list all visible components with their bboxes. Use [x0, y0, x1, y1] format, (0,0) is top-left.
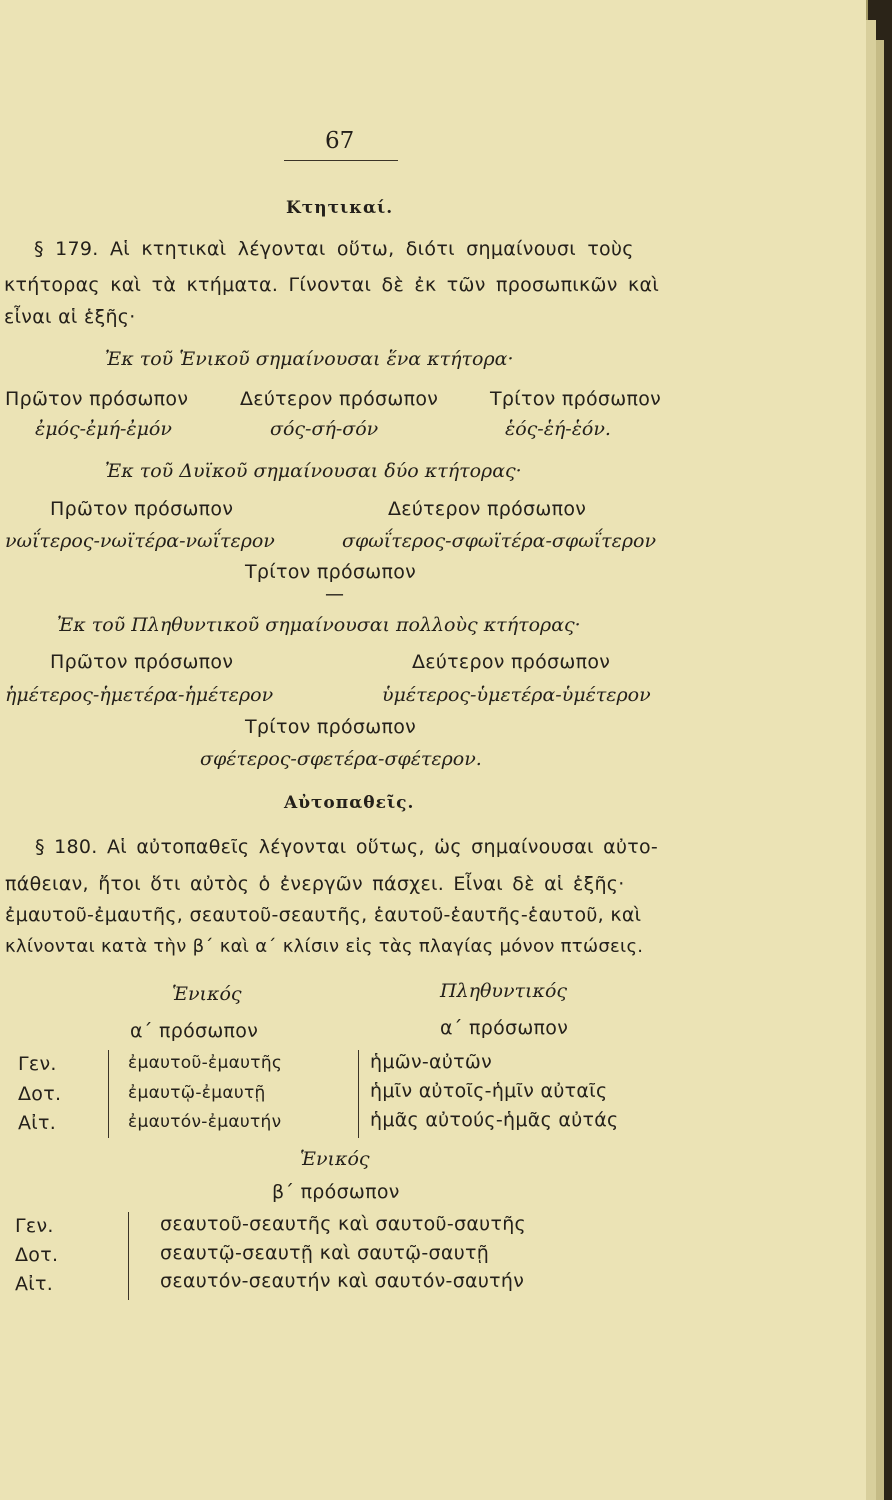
plural-form-3: σφέτερος-σφετέρα-σφέτερον.: [200, 748, 482, 770]
singular-form-3: ἑός-ἑή-ἑόν.: [505, 418, 611, 440]
table2-case-gen: Γεν.: [15, 1215, 54, 1237]
table2-form-dat: σεαυτῷ-σεαυτῇ καὶ σαυτῷ-σαυτῇ: [160, 1242, 490, 1264]
paragraph-179-line-1: § 179. Αἱ κτητικαὶ λέγονται οὕτω, διότι σημαίνουσι τοὺς: [34, 238, 634, 260]
page-edge-back: [876, 40, 884, 1500]
singular-person-2: Δεύτερον πρόσωπον: [240, 388, 439, 410]
dual-heading: Ἐκ τοῦ Δυϊκοῦ σημαίνουσαι δύο κτήτορας·: [105, 460, 522, 482]
table1-plural-acc: ἡμᾶς αὐτούς-ἡμᾶς αὐτάς: [370, 1109, 619, 1131]
table2-case-acc: Αἰτ.: [15, 1273, 54, 1295]
singular-form-1: ἐμός-ἐμή-ἐμόν: [35, 418, 172, 440]
table2-form-acc: σεαυτόν-σεαυτήν καὶ σαυτόν-σαυτήν: [160, 1270, 525, 1292]
header-rule: [284, 160, 398, 161]
singular-person-1: Πρῶτον πρόσωπον: [5, 388, 189, 410]
dual-form-3-dash: —: [325, 583, 345, 605]
singular-person-3: Τρίτον πρόσωπον: [490, 388, 662, 410]
dual-person-3: Τρίτον πρόσωπον: [245, 561, 417, 583]
table1-singular-acc: ἐμαυτόν-ἐμαυτήν: [128, 1112, 282, 1132]
paragraph-180-line-2: πάθειαν, ἤτοι ὅτι αὐτὸς ὁ ἐνεργῶν πάσχει. Εἶναι δὲ αἱ ἑξῆς·: [5, 873, 625, 895]
paragraph-180-line-1: § 180. Αἱ αὐτοπαθεῖς λέγονται οὕτως, ὡς σημαίνουσαι αὐτο-: [35, 836, 659, 858]
table1-plural-heading: Πληθυντικός: [440, 980, 568, 1002]
table1-plural-person: α΄ πρόσωπον: [440, 1017, 569, 1039]
table2-case-dat: Δοτ.: [15, 1244, 59, 1266]
paragraph-180-line-4: κλίνονται κατὰ τὴν β΄ καὶ α΄ κλίσιν εἰς τὰς πλαγίας μόνον πτώσεις.: [5, 936, 644, 957]
table1-plural-dat: ἡμῖν αὐτοῖς-ἡμῖν αὐταῖς: [370, 1080, 608, 1102]
page-edge-shadow: [866, 20, 876, 1500]
table2-heading: Ἑνικός: [300, 1148, 370, 1170]
table2-person: β΄ πρόσωπον: [272, 1181, 400, 1203]
table1-case-dat: Δοτ.: [18, 1083, 62, 1105]
page-number: 67: [325, 128, 355, 154]
table1-case-gen: Γεν.: [18, 1053, 57, 1075]
table1-divider-middle: [358, 1050, 359, 1138]
dual-person-2: Δεύτερον πρόσωπον: [388, 498, 587, 520]
table1-divider-left: [108, 1050, 109, 1138]
dual-form-1: νωΐτερος-νωϊτέρα-νωΐτερον: [5, 530, 275, 552]
plural-person-1: Πρῶτον πρόσωπον: [50, 651, 234, 673]
section-title-possessive: Κτητικαί.: [286, 198, 394, 218]
plural-form-1: ἡμέτερος-ἡμετέρα-ἡμέτερον: [5, 684, 274, 706]
dual-person-1: Πρῶτον πρόσωπον: [50, 498, 234, 520]
table1-singular-heading: Ἑνικός: [172, 983, 242, 1005]
table1-singular-gen: ἐμαυτοῦ-ἐμαυτῆς: [128, 1053, 283, 1073]
table1-case-acc: Αἰτ.: [18, 1112, 57, 1134]
singular-heading: Ἐκ τοῦ Ἑνικοῦ σημαίνουσαι ἕνα κτήτορα·: [105, 348, 514, 370]
table2-form-gen: σεαυτοῦ-σεαυτῆς καὶ σαυτοῦ-σαυτῆς: [160, 1213, 527, 1235]
paragraph-179-line-3: εἶναι αἱ ἑξῆς·: [4, 306, 136, 328]
table1-singular-person: α΄ πρόσωπον: [130, 1020, 259, 1042]
singular-form-2: σός-σή-σόν: [270, 418, 379, 440]
plural-form-2: ὑμέτερος-ὑμετέρα-ὑμέτερον: [382, 684, 651, 706]
plural-person-2: Δεύτερον πρόσωπον: [412, 651, 611, 673]
section-title-reflexive: Αὐτοπαθεῖς.: [284, 793, 415, 813]
table2-divider: [128, 1212, 129, 1300]
dual-form-2: σφωΐτερος-σφωϊτέρα-σφωΐτερον: [342, 530, 657, 552]
paragraph-179-line-2: κτήτορας καὶ τὰ κτήματα. Γίνονται δὲ ἐκ τῶν προσωπικῶν καὶ: [4, 274, 660, 296]
paragraph-180-line-3: ἐμαυτοῦ-ἐμαυτῆς, σεαυτοῦ-σεαυτῆς, ἑαυτοῦ-ἑαυτῆς-ἑαυτοῦ, καὶ: [5, 904, 642, 926]
table1-singular-dat: ἐμαυτῷ-ἐμαυτῇ: [128, 1083, 266, 1103]
table1-plural-gen: ἡμῶν-αὐτῶν: [370, 1051, 492, 1073]
plural-heading: Ἐκ τοῦ Πληθυντικοῦ σημαίνουσαι πολλοὺς κτήτορας·: [57, 614, 581, 636]
plural-person-3: Τρίτον πρόσωπον: [245, 716, 417, 738]
